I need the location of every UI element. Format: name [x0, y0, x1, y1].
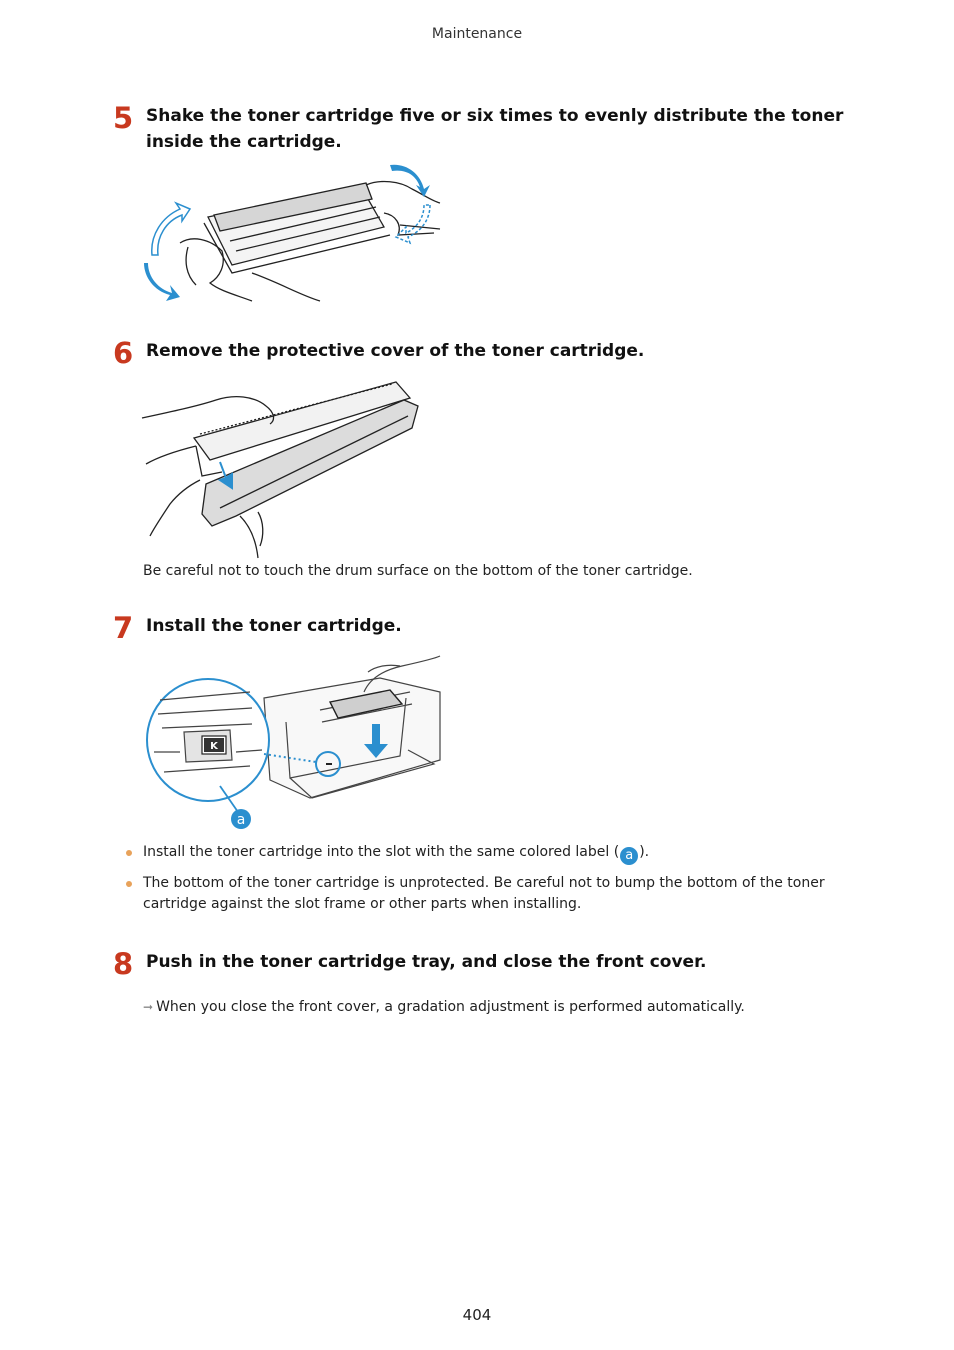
bullet-1-text-before: Install the toner cartridge into the slot with the same colored label ( [143, 844, 620, 860]
step-7-number: 7 [113, 611, 134, 645]
step-8-result [143, 997, 878, 1018]
step-5-number: 5 [113, 101, 134, 135]
bullet-2-text: The bottom of the toner cartridge is unprotected. Be careful not to bump the bottom of the toner cartridge against the slot frame or other parts when installing. [143, 875, 825, 912]
step-7-title: Install the toner cartridge. [146, 616, 402, 636]
step-8-title: Push in the toner cartridge tray, and close the front cover. [146, 952, 707, 972]
step-8-result-text: When you close the front cover, a gradation adjustment is performed automatically. [156, 999, 745, 1015]
callout-a-badge: a [236, 812, 246, 828]
step-5-title: Shake the toner cartridge five or six times to evenly distribute the toner inside the cartridge. [146, 106, 844, 152]
remove-cover-illustration [140, 376, 430, 561]
result-arrow-icon: ➞ [143, 1000, 154, 1014]
step-8-number: 8 [113, 947, 134, 981]
step-6-note: Be careful not to touch the drum surface on the bottom of the toner cartridge. [143, 563, 693, 579]
bullet-dot-icon [126, 850, 132, 856]
step-7-bullet-1 [143, 842, 878, 865]
bullet-1-text-after: ). [639, 844, 650, 860]
shake-cartridge-illustration [140, 155, 450, 305]
bullet-dot-icon [126, 881, 132, 887]
step-6-title: Remove the protective cover of the toner cartridge. [146, 341, 645, 361]
page-header: Maintenance [431, 26, 523, 42]
page-number: 404 [462, 1306, 492, 1324]
label-a-badge: a [620, 847, 638, 865]
step-7-bullet-2 [143, 873, 878, 915]
step-6-number: 6 [113, 336, 134, 370]
install-cartridge-illustration [140, 652, 455, 832]
slot-label-k: K [210, 741, 218, 752]
